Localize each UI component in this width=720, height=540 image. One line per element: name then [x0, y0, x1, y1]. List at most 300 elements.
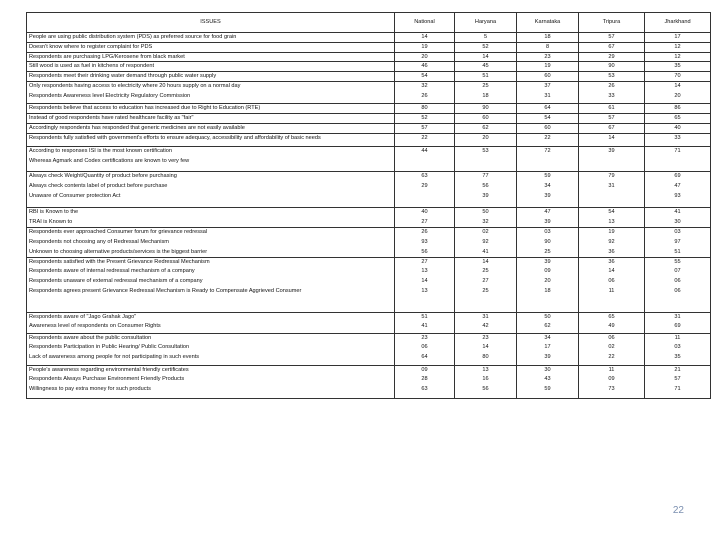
value-cell-national	[395, 333, 455, 365]
value-text: 22	[608, 354, 615, 361]
value-cell-haryana	[455, 134, 517, 147]
value-text: 39	[544, 258, 551, 265]
value-text: 62	[544, 323, 551, 330]
issue-cell	[27, 52, 395, 62]
value-cell-jharkhand	[645, 42, 711, 52]
value-text: 8	[545, 43, 550, 50]
value-cell-national	[395, 104, 455, 114]
value-text	[581, 193, 642, 200]
value-text: 34	[544, 182, 551, 189]
value-cell-national	[395, 33, 455, 43]
value-cell-jharkhand	[645, 172, 711, 208]
value-text: 67	[608, 125, 615, 132]
value-cell-haryana	[455, 312, 517, 333]
value-text: 09	[421, 366, 428, 373]
value-text: 20	[544, 278, 551, 285]
table-row	[27, 124, 711, 134]
table-row	[27, 72, 711, 82]
table-row	[27, 312, 711, 333]
value-text: 31	[544, 92, 551, 99]
survey-table	[26, 12, 711, 399]
value-cell-national	[395, 124, 455, 134]
value-text: 51	[482, 73, 489, 80]
value-cell-tripura	[579, 62, 645, 72]
value-text: 63	[421, 173, 428, 180]
issue-text: Respondents fully satisfied with government's efforts to ensure adequacy, accessibility and affordability of basic needs	[29, 135, 321, 142]
value-text: 02	[608, 344, 615, 351]
value-text: 31	[608, 182, 615, 189]
issue-cell	[27, 312, 395, 333]
value-text: 49	[608, 323, 615, 330]
value-text: 56	[482, 386, 489, 393]
value-text: 40	[421, 209, 428, 216]
value-cell-national	[395, 365, 455, 398]
value-text: 60	[544, 125, 551, 132]
value-text: 44	[421, 148, 428, 155]
column-header-tripura: Tripura	[579, 13, 645, 33]
value-text: 06	[674, 278, 681, 285]
value-text: 97	[674, 238, 681, 245]
value-text: 25	[482, 287, 489, 294]
value-text: 20	[674, 92, 681, 99]
value-text: 51	[674, 248, 681, 255]
value-text: 41	[421, 323, 428, 330]
value-text: 43	[544, 376, 551, 383]
issue-text: Always check contents label of product before purchase	[29, 182, 168, 189]
value-cell-national	[395, 42, 455, 52]
issue-text: Respondents aware of "Jago Grahak Jago"	[29, 313, 137, 320]
value-cell-haryana	[455, 228, 517, 257]
value-text: 23	[482, 334, 489, 341]
value-text: 30	[544, 366, 551, 373]
value-text: 50	[482, 209, 489, 216]
value-text: 35	[674, 63, 681, 70]
issue-text: Awareness level of respondents on Consumer Rights	[29, 323, 161, 330]
value-text: 11	[608, 366, 615, 373]
value-text: 56	[482, 182, 489, 189]
issue-text: Whereas Agmark and Codex certifications are known to very few	[29, 157, 190, 164]
value-text: 14	[421, 278, 428, 285]
value-cell-jharkhand	[645, 82, 711, 104]
value-text: 25	[482, 268, 489, 275]
value-text: 59	[544, 386, 551, 393]
value-cell-tripura	[579, 124, 645, 134]
value-text: 16	[482, 376, 489, 383]
table-row	[27, 333, 711, 365]
value-text: 54	[608, 209, 615, 216]
table-row	[27, 42, 711, 52]
issue-cell	[27, 82, 395, 104]
value-cell-karnataka	[517, 82, 579, 104]
value-text: 53	[482, 148, 489, 155]
value-cell-haryana	[455, 257, 517, 312]
value-text: 03	[674, 344, 681, 351]
issue-text: Respondents agrees present Grievance Redressal Mechanism is Ready to Compensate Aggrieved Consumer	[29, 287, 302, 294]
issue-text: TRAI is Known to	[29, 218, 73, 225]
value-text: 23	[544, 53, 551, 60]
issue-cell	[27, 333, 395, 365]
column-header-national: National	[395, 13, 455, 33]
value-text: 26	[421, 229, 428, 236]
value-cell-karnataka	[517, 33, 579, 43]
value-cell-haryana	[455, 365, 517, 398]
value-cell-national	[395, 114, 455, 124]
value-cell-haryana	[455, 82, 517, 104]
issue-text: Respondents Participation in Public Hearing/ Public Consultation	[29, 344, 190, 351]
issue-cell	[27, 33, 395, 43]
value-text: 72	[544, 148, 551, 155]
value-text: 06	[674, 287, 681, 294]
value-text: 12	[674, 53, 681, 60]
value-text: 51	[421, 313, 428, 320]
table-row	[27, 208, 711, 228]
value-cell-haryana	[455, 114, 517, 124]
value-cell-karnataka	[517, 208, 579, 228]
value-cell-jharkhand	[645, 147, 711, 172]
value-text: 26	[421, 92, 428, 99]
issue-text: Still wood is used as fuel in kitchens of respondent	[29, 63, 154, 70]
value-cell-tripura	[579, 134, 645, 147]
value-cell-national	[395, 257, 455, 312]
value-cell-karnataka	[517, 147, 579, 172]
value-cell-karnataka	[517, 312, 579, 333]
value-text: 18	[482, 92, 489, 99]
value-cell-karnataka	[517, 172, 579, 208]
value-text: 30	[674, 218, 681, 225]
value-cell-jharkhand	[645, 208, 711, 228]
value-text: 28	[421, 376, 428, 383]
value-cell-national	[395, 134, 455, 147]
value-text: 42	[482, 323, 489, 330]
value-text: 29	[608, 53, 615, 60]
value-text: 12	[674, 43, 681, 50]
value-cell-tripura	[579, 228, 645, 257]
value-text: 03	[544, 229, 551, 236]
value-cell-haryana	[455, 33, 517, 43]
value-text: 90	[544, 238, 551, 245]
issue-text: Accordingly respondents has responded that generic medicines are not easily available	[29, 125, 245, 132]
value-cell-tripura	[579, 42, 645, 52]
value-text: 65	[674, 115, 681, 122]
table-row	[27, 82, 711, 104]
value-cell-haryana	[455, 62, 517, 72]
value-cell-jharkhand	[645, 52, 711, 62]
table-row	[27, 147, 711, 172]
value-text: 36	[608, 258, 615, 265]
value-cell-haryana	[455, 208, 517, 228]
issue-text: Respondents aware about the public consultation	[29, 334, 152, 341]
value-text: 14	[421, 34, 428, 40]
value-cell-tripura	[579, 333, 645, 365]
value-text: 86	[674, 105, 681, 112]
value-text: 90	[608, 63, 615, 70]
value-text: 13	[608, 218, 615, 225]
table-row	[27, 104, 711, 114]
value-cell-haryana	[455, 72, 517, 82]
value-cell-jharkhand	[645, 312, 711, 333]
value-text: 14	[674, 83, 681, 90]
value-text: 47	[674, 182, 681, 189]
value-text: 64	[421, 354, 428, 361]
issue-text: Respondents unaware of external redressal mechanism of a company	[29, 278, 203, 285]
value-text: 67	[608, 43, 615, 50]
value-cell-tripura	[579, 208, 645, 228]
value-cell-jharkhand	[645, 124, 711, 134]
value-text: 32	[482, 218, 489, 225]
value-text: 07	[674, 268, 681, 275]
value-text: 32	[421, 83, 428, 90]
value-cell-tripura	[579, 104, 645, 114]
value-cell-haryana	[455, 52, 517, 62]
issue-text: People are using public distribution system (PDS) as preferred source for food grain	[29, 34, 237, 40]
value-text: 35	[674, 354, 681, 361]
page-number: 22	[672, 505, 684, 516]
value-text: 60	[544, 73, 551, 80]
value-text: 61	[608, 105, 615, 112]
issue-text: Unaware of Consumer protection Act	[29, 192, 121, 199]
value-cell-haryana	[455, 104, 517, 114]
value-cell-karnataka	[517, 114, 579, 124]
value-text: 54	[421, 73, 428, 80]
value-cell-tripura	[579, 52, 645, 62]
value-cell-national	[395, 147, 455, 172]
value-text: 18	[544, 287, 551, 294]
value-cell-jharkhand	[645, 333, 711, 365]
value-text: 33	[608, 92, 615, 99]
value-cell-jharkhand	[645, 257, 711, 312]
value-text: 33	[674, 135, 681, 142]
value-text: 57	[608, 115, 615, 122]
value-cell-national	[395, 172, 455, 208]
value-text: 39	[544, 192, 551, 199]
value-text: 03	[674, 229, 681, 236]
value-cell-national	[395, 72, 455, 82]
issue-cell	[27, 42, 395, 52]
value-cell-jharkhand	[645, 62, 711, 72]
value-cell-karnataka	[517, 72, 579, 82]
issue-text: Respondents Awareness level Electricity Regulatory Commission	[29, 92, 191, 99]
issue-text: Lack of awareness among people for not participating in such events	[29, 354, 200, 361]
value-text: 13	[421, 268, 428, 275]
issue-text: Respondents aware of internal redressal mechanism of a company	[29, 268, 195, 275]
value-text: 59	[544, 173, 551, 180]
issue-text: Respondents satisfied with the Present Grievance Redressal Mechanism	[29, 258, 210, 265]
issue-text: According to responses ISI is the most known certification	[29, 148, 173, 155]
value-text: 57	[608, 34, 615, 40]
value-text: 80	[421, 105, 428, 112]
value-text: 21	[674, 366, 681, 373]
value-text: 50	[544, 313, 551, 320]
value-text: 22	[421, 135, 428, 142]
value-text: 23	[421, 334, 428, 341]
value-cell-national	[395, 62, 455, 72]
issue-text: Respondents are purchasing LPG/Kerosene from black market	[29, 53, 185, 60]
value-text: 92	[608, 238, 615, 245]
value-text: 52	[482, 43, 489, 50]
value-cell-haryana	[455, 42, 517, 52]
value-text: 56	[421, 248, 428, 255]
value-cell-karnataka	[517, 124, 579, 134]
value-text: 11	[674, 334, 681, 341]
value-text: 80	[482, 354, 489, 361]
issue-text: Respondents meet their drinking water demand through public water supply	[29, 73, 217, 80]
value-text: 17	[544, 344, 551, 351]
value-text: 5	[483, 34, 488, 40]
value-cell-jharkhand	[645, 134, 711, 147]
table-row	[27, 114, 711, 124]
value-text: 57	[674, 376, 681, 383]
table-row	[27, 52, 711, 62]
value-text: 90	[482, 105, 489, 112]
value-text: 70	[674, 73, 681, 80]
value-text: 14	[608, 135, 615, 142]
table-body	[27, 33, 711, 399]
issue-text: Willingness to pay extra money for such products	[29, 386, 151, 393]
issue-text: Respondents not choosing any of Redressal Mechanism	[29, 238, 169, 245]
table-row	[27, 257, 711, 312]
value-cell-jharkhand	[645, 114, 711, 124]
value-text: 77	[482, 173, 489, 180]
value-text: 27	[482, 278, 489, 285]
issue-cell	[27, 147, 395, 172]
value-text: 02	[482, 229, 489, 236]
value-text: 27	[421, 218, 428, 225]
issue-text: Doesn't know where to register complaint for PDS	[29, 43, 153, 50]
value-text: 92	[482, 238, 489, 245]
value-cell-national	[395, 52, 455, 62]
value-text: 31	[674, 313, 681, 320]
value-text: 93	[421, 238, 428, 245]
value-text: 65	[608, 313, 615, 320]
value-text: 14	[482, 53, 489, 60]
value-cell-national	[395, 208, 455, 228]
table-row	[27, 365, 711, 398]
value-text: 73	[608, 386, 615, 393]
value-cell-karnataka	[517, 104, 579, 114]
value-text: 37	[544, 83, 551, 90]
value-text: 53	[608, 73, 615, 80]
value-cell-haryana	[455, 333, 517, 365]
value-text: 55	[674, 258, 681, 265]
value-cell-tripura	[579, 82, 645, 104]
value-text: 41	[674, 209, 681, 216]
value-text: 19	[421, 43, 428, 50]
value-cell-karnataka	[517, 257, 579, 312]
value-text: 57	[421, 125, 428, 132]
value-text: 69	[674, 323, 681, 330]
header-row	[27, 13, 711, 33]
value-text: 27	[421, 258, 428, 265]
value-text: 18	[544, 34, 551, 40]
issue-cell	[27, 134, 395, 147]
table-row	[27, 33, 711, 43]
value-cell-national	[395, 228, 455, 257]
column-header-jharkhand: Jharkhand	[645, 13, 711, 33]
value-cell-karnataka	[517, 228, 579, 257]
value-cell-tripura	[579, 312, 645, 333]
issue-text: Only respondents having access to electricity where 20 hours supply on a normal day	[29, 83, 241, 90]
value-text: 26	[608, 83, 615, 90]
value-cell-tripura	[579, 147, 645, 172]
value-text: 09	[608, 376, 615, 383]
value-text: 36	[608, 248, 615, 255]
issue-text: Always check Weight/Quantity of product before purchasing	[29, 173, 177, 180]
value-cell-karnataka	[517, 365, 579, 398]
value-cell-jharkhand	[645, 104, 711, 114]
issue-cell	[27, 114, 395, 124]
column-header-karnataka: Karnataka	[517, 13, 579, 33]
value-cell-tripura	[579, 172, 645, 208]
value-text: 13	[421, 287, 428, 294]
value-cell-karnataka	[517, 134, 579, 147]
value-cell-karnataka	[517, 52, 579, 62]
value-text: 13	[482, 366, 489, 373]
issue-text: RBI is Known to the	[29, 209, 79, 216]
issue-text: Instead of good respondents have rated healthcare facility as "fair"	[29, 115, 194, 122]
value-text: 06	[608, 278, 615, 285]
value-cell-haryana	[455, 172, 517, 208]
issue-cell	[27, 124, 395, 134]
table-row	[27, 62, 711, 72]
value-text: 39	[544, 354, 551, 361]
value-cell-tripura	[579, 72, 645, 82]
value-cell-jharkhand	[645, 72, 711, 82]
issue-cell	[27, 228, 395, 257]
value-cell-karnataka	[517, 42, 579, 52]
issue-text: Unknown to choosing alternative products/services is the biggest barrier	[29, 248, 208, 255]
value-text: 52	[421, 115, 428, 122]
table-row	[27, 134, 711, 147]
value-text: 63	[421, 386, 428, 393]
value-text: 39	[482, 192, 489, 199]
value-cell-jharkhand	[645, 365, 711, 398]
value-cell-national	[395, 82, 455, 104]
issue-cell	[27, 365, 395, 398]
value-text: 71	[674, 148, 681, 155]
value-text	[397, 193, 452, 200]
value-text: 06	[421, 344, 428, 351]
value-text: 47	[544, 209, 551, 216]
issue-text: Respondents believe that access to education has increased due to Right to Education (RTE)	[29, 105, 261, 112]
issue-cell	[27, 62, 395, 72]
value-text: 09	[544, 268, 551, 275]
value-cell-tripura	[579, 365, 645, 398]
issue-cell	[27, 72, 395, 82]
value-text: 29	[421, 182, 428, 189]
value-text: 40	[674, 125, 681, 132]
value-cell-tripura	[579, 257, 645, 312]
value-text: 25	[482, 83, 489, 90]
value-text: 46	[421, 63, 428, 70]
issue-text: People's awareness regarding environmental friendly certificates	[29, 366, 189, 373]
value-text: 54	[544, 115, 551, 122]
issue-text: Respondents ever approached Consumer forum for grievance redressal	[29, 229, 208, 236]
value-text: 14	[482, 258, 489, 265]
value-cell-haryana	[455, 124, 517, 134]
value-cell-tripura	[579, 114, 645, 124]
value-text: 69	[674, 173, 681, 180]
value-text: 79	[608, 173, 615, 180]
issue-cell	[27, 257, 395, 312]
value-text: 62	[482, 125, 489, 132]
value-text: 71	[674, 386, 681, 393]
issue-cell	[27, 172, 395, 208]
value-text: 39	[544, 218, 551, 225]
value-text: 39	[608, 148, 615, 155]
table-row	[27, 228, 711, 257]
value-text: 64	[544, 105, 551, 112]
table-row	[27, 172, 711, 208]
